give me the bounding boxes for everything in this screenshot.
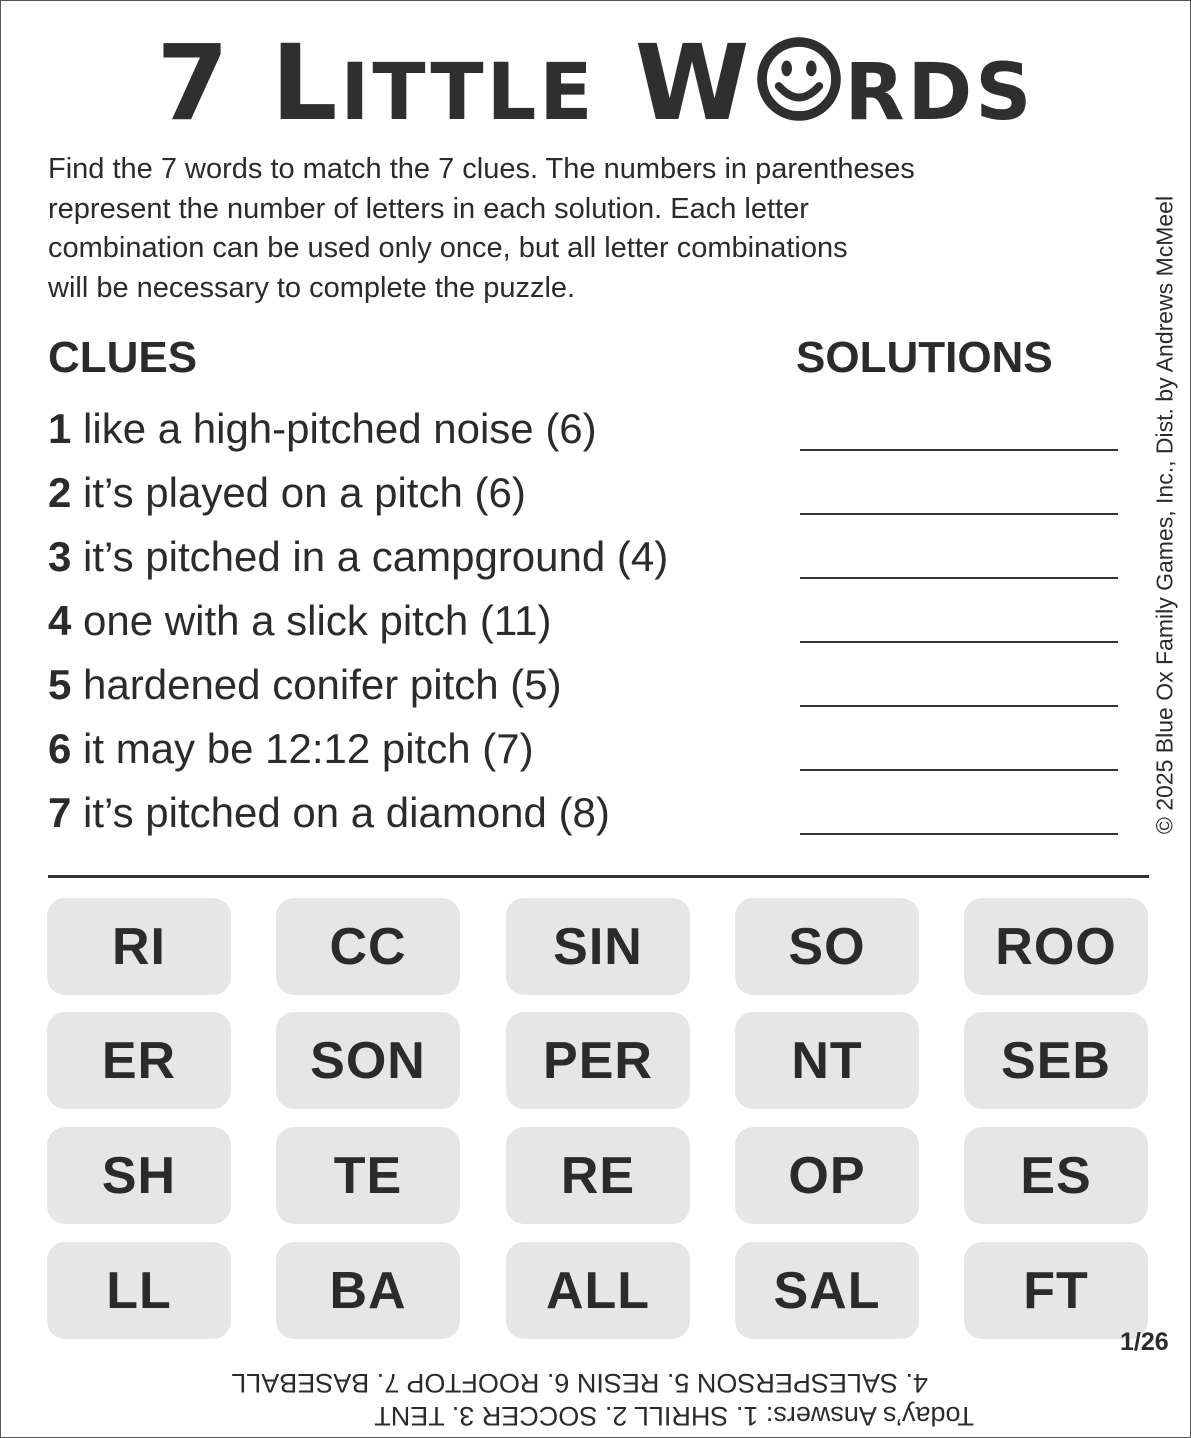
letter-tile[interactable]: CC	[276, 898, 460, 995]
instructions-line: represent the number of letters in each solution. Each letter	[48, 192, 809, 225]
letter-tile[interactable]: TE	[276, 1127, 460, 1224]
solutions-heading: SOLUTIONS	[796, 333, 1053, 382]
letter-tile[interactable]: LL	[47, 1242, 231, 1339]
letter-tile[interactable]: ROO	[964, 898, 1148, 995]
letter-tile[interactable]: OP	[735, 1127, 919, 1224]
instructions-line: will be necessary to complete the puzzle.	[48, 271, 576, 304]
solution-blank-1[interactable]	[800, 449, 1118, 451]
smiley-icon	[755, 35, 843, 123]
solution-blank-3[interactable]	[800, 577, 1118, 579]
letter-tile[interactable]: BA	[276, 1242, 460, 1339]
clue-2: 2 it’s played on a pitch (6)	[48, 469, 526, 516]
letter-tile[interactable]: ER	[47, 1012, 231, 1109]
solution-blank-6[interactable]	[800, 769, 1118, 771]
clue-3: 3 it’s pitched in a campground (4)	[48, 533, 669, 580]
letter-tile[interactable]: ALL	[506, 1242, 690, 1339]
puzzle-date: 1/26	[1120, 1328, 1169, 1356]
answers-line: 4. SALESPERSON 5. RESIN 6. ROOFTOP 7. BASEBALL	[231, 1368, 928, 1398]
letter-tile[interactable]: RE	[506, 1127, 690, 1224]
clues-heading: CLUES	[48, 333, 198, 382]
solution-blank-4[interactable]	[800, 641, 1118, 643]
clue-5: 5 hardened conifer pitch (5)	[48, 661, 562, 708]
instructions-line: Find the 7 words to match the 7 clues. The numbers in parentheses	[48, 153, 915, 185]
title-part-2: ITTLE	[340, 48, 596, 138]
solution-blank-5[interactable]	[800, 705, 1118, 707]
divider	[48, 875, 1149, 878]
letter-tile[interactable]: SON	[276, 1012, 460, 1109]
upside-down-answers	[50, 1366, 1110, 1432]
letter-tile[interactable]: FT	[964, 1242, 1148, 1339]
answers-line: Today’s Answers: 1. SHRILL 2. SOCCER 3. TENT	[374, 1401, 974, 1431]
solution-blank-7[interactable]	[800, 833, 1118, 835]
title-part-1: 7 L	[156, 22, 341, 144]
letter-tile[interactable]: SEB	[964, 1012, 1148, 1109]
copyright-credit: © 2025 Blue Ox Family Games, Inc., Dist. by Andrews McMeel	[1151, 195, 1178, 834]
clue-7: 7 it’s pitched on a diamond (8)	[48, 789, 610, 836]
instructions-line: combination can be used only once, but all letter combinations	[48, 232, 848, 264]
title-part-3: W	[634, 22, 753, 144]
puzzle-title	[0, 18, 1191, 158]
letter-tile[interactable]: SIN	[506, 898, 690, 995]
letter-tile[interactable]: RI	[47, 898, 231, 995]
letter-tile[interactable]: SH	[47, 1127, 231, 1224]
letter-tile[interactable]: PER	[506, 1012, 690, 1109]
solution-blank-2[interactable]	[800, 513, 1118, 515]
instructions	[48, 150, 1158, 308]
clue-1: 1 like a high-pitched noise (6)	[48, 405, 597, 452]
clue-4: 4 one with a slick pitch (11)	[48, 597, 552, 644]
letter-tile[interactable]: NT	[735, 1012, 919, 1109]
letter-tile[interactable]: SO	[735, 898, 919, 995]
letter-tile[interactable]: ES	[964, 1127, 1148, 1224]
title-part-4: RDS	[844, 48, 1035, 138]
letter-tile[interactable]: SAL	[735, 1242, 919, 1339]
clue-6: 6 it may be 12:12 pitch (7)	[48, 725, 534, 772]
